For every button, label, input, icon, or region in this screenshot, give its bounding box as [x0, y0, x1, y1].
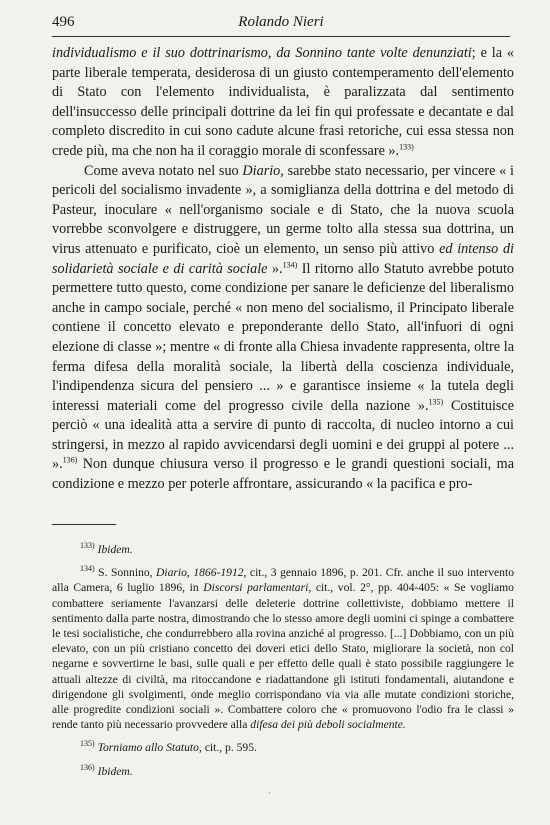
italic-text: ed intenso di solidarietà sociale e di carità sociale — [52, 240, 514, 277]
page-header — [52, 14, 510, 37]
italic-text: Torniamo allo Statuto, — [97, 741, 202, 755]
italic-text: Ibidem. — [97, 764, 133, 778]
text-run: ; e la « parte liberale temperata, desiderosa di un giusto contemperamento dell'elemento di Stato con l'elemento individualista, è paralizzata dal sentimento dell'insuccesso delle principali dottrine da lei fin qui professate e decantate e dal completo discredito in cui sono cadute alcune frasi retoriche, cui essa stessa non crede più, ma che non ha il coraggio morale di sconfessare ». — [52, 45, 515, 159]
paragraph — [52, 44, 514, 162]
italic-text: individualismo e il suo dottrinarismo, da Sonnino tante volte denunziati — [52, 45, 472, 61]
note-reference: 133) — [399, 142, 414, 152]
note-reference: 134) — [282, 259, 298, 269]
text-run: Non dunque chiusura verso il progresso e le grandi questioni sociali, ma condizione e mezzo per poterle affrontare, assicurando « la pacifica e pro- — [52, 456, 514, 493]
footnote — [52, 542, 514, 557]
body-text — [52, 44, 514, 495]
note-reference: 134) — [80, 564, 95, 574]
text-run: ». — [267, 260, 283, 277]
italic-text: Ibidem. — [97, 543, 133, 556]
note-reference: 136) — [62, 455, 78, 465]
italic-text: Diario, 1866-1912, — [156, 566, 247, 580]
italic-text: Diario, — [242, 162, 284, 179]
running-title: Rolando Nieri — [238, 14, 324, 30]
footnote-separator — [52, 524, 116, 525]
text-run: Il ritorno allo Statuto avrebbe potuto permettere tutto questo, come condizione per sanare le deficienze del liberalismo anche in campo sociale, perché « non meno del socialismo, il Principato liberale contiene il concetto elevato e preponderante dello Stato, all'infuori di ogni elezione di classe »; mentre « di fronte alla Chiesa invadente rappresenta, oltre la ferma difesa della moralità sociale, la libertà della coscienza individuale, l'indipendenza sicura del pensiero ... » e garantisce insieme « la tutela degli interessi materiali come del progresso civile della nazione ». — [52, 260, 515, 414]
footnote — [52, 764, 514, 779]
paragraph — [52, 162, 514, 495]
text-run: sarebbe stato necessario, per vincere « i pericoli del socialismo invadente », a somiglianza della dottrina e del metodo di Pasteur, inoculare « nell'organismo sociale e di Stato, che la nuova scuola vorrebbe sconvolgere e distruggere, un germe tolto alla stessa sua dottrina, un virus attenuato e purificato, cioè un elemento, un senso più attivo — [52, 162, 514, 257]
note-reference: 135) — [428, 396, 444, 406]
note-reference: 136) — [80, 762, 95, 772]
text-run: Come aveva notato nel suo — [84, 162, 243, 179]
footnotes — [52, 542, 514, 787]
page-number: 496 — [52, 14, 75, 30]
italic-text: Discorsi parlamentari, — [203, 581, 312, 595]
footnote — [52, 565, 514, 732]
note-reference: 133) — [80, 541, 95, 551]
printer-mark: · — [268, 788, 271, 798]
footnote — [52, 740, 514, 755]
text-run: cit., vol. 2°, pp. 404-405: « Se vogliamo combattere seriamente l'avanzarsi delle deleterie dottrine collettiviste, dobbiamo mettere il sentimento dalla parte nostra, dimostrando che lo stesso amore degli uomini ci spinge a combattere le tesi socialistiche, che condurrebbero alla rovina anziché al progresso. [...] Dobbiamo, con un più elevato, con un più cristiano concetto dei doveri etici dello Stato, migliorare la società, non col negarne e sovvertirne le basi, sulle quali e per effetto delle quali è stato possibile raggiungere le attuali altezze di civiltà, ma ritoccandone e riadattandone gli istituti fondamentali, aiutandone e dirigendone gli svolgimenti, onde meglio corrispondano via via alle mutate condizioni storiche, alle progredite condizioni sociali ». Combattere coloro che « promuovono l'odio fra le classi » rende tanto più necessario provvedere alla — [52, 581, 514, 732]
text-run: cit., p. 595. — [201, 741, 257, 755]
note-reference: 135) — [80, 739, 95, 749]
italic-text: difesa dei più deboli socialmente. — [250, 718, 406, 732]
text-run: cit., 3 gennaio 1896, p. 201. Cfr. anche il suo intervento alla Camera, 6 luglio 1896, in — [52, 566, 514, 595]
text-run: S. Sonnino, — [94, 566, 157, 580]
text-run: Costituisce perciò « una idealità atta a servire di punto di raccolta, di nucleo intorno a cui stringersi, in mezzo al rapido avvicendarsi degli uomini e dei gruppi al potere ... ». — [52, 397, 514, 473]
